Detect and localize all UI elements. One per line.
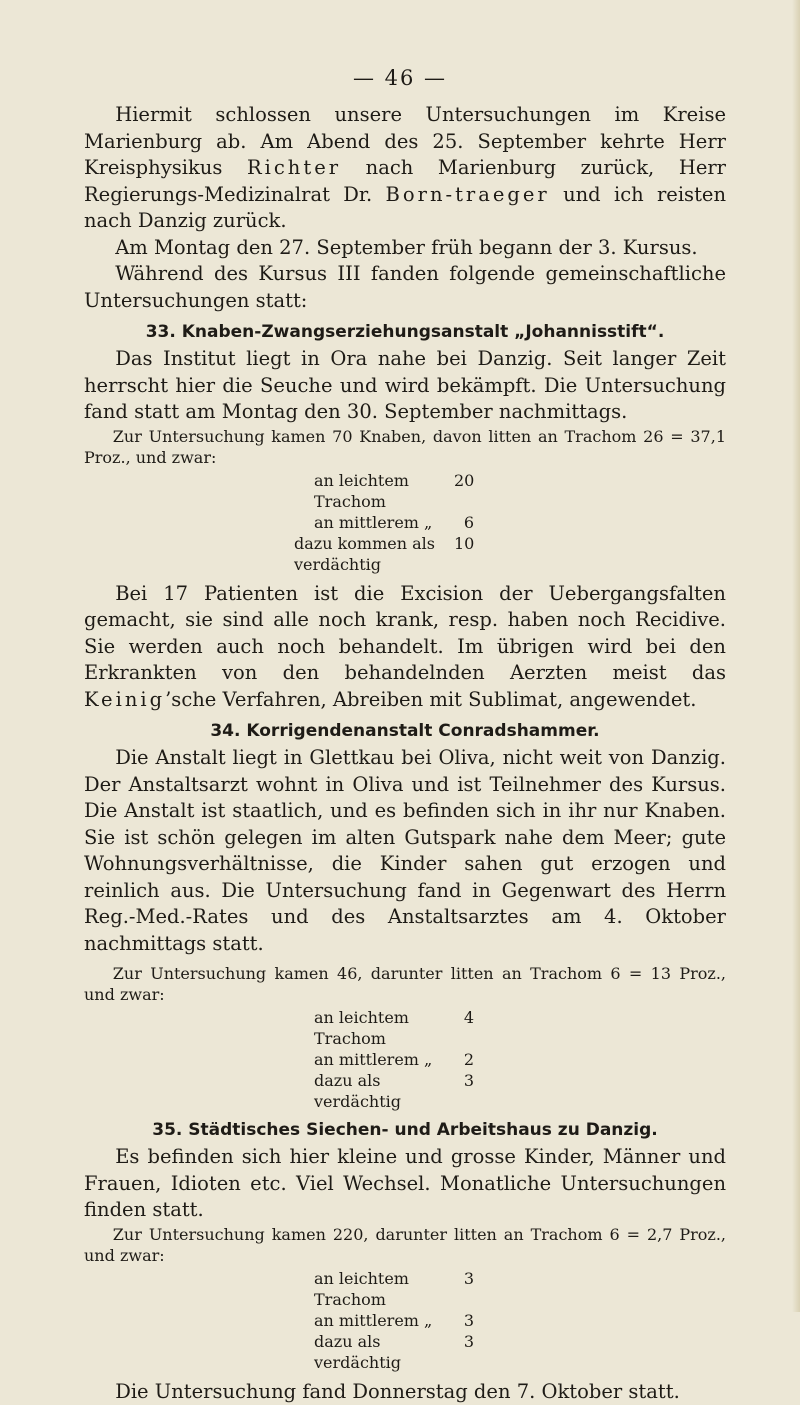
name-borntraeger: Born-traeger <box>386 183 550 206</box>
intro-paragraph-3: Während des Kursus III fanden folgende gemeinschaftliche Untersuchungen statt: <box>84 261 726 314</box>
section-35-text: Es befinden sich hier kleine und grosse Kinder, Männer und Frauen, Idioten etc. Viel Wechsel. Monatliche Untersuchungen finden statt. <box>84 1144 726 1224</box>
table-row: dazu kommen als verdächtig 10 <box>314 533 726 575</box>
name-richter: Richter <box>247 156 341 179</box>
table-row: dazu als verdächtig 3 <box>314 1331 726 1373</box>
page-content <box>84 102 726 1405</box>
section-35-text-2: Die Untersuchung fand Donnerstag den 7. Oktober statt. <box>84 1379 726 1405</box>
table-row: an leichtem Trachom 3 <box>314 1268 726 1310</box>
section-34-text: Die Anstalt liegt in Glettkau bei Oliva, nicht weit von Danzig. Der Anstaltsarzt wohnt in Oliva und ist Teilnehmer des Kursus. Die Anstalt ist staatlich, und es befinden sich in ihr nur Knaben. Sie ist schön gelegen im alten Gutspark nahe dem Meer; gute Wohnungsverhältnisse, die Kinder sahen gut erzogen und reinlich aus. Die Untersuchung fand in Gegenwart des Herrn Reg.-Med.-Rates und des Anstaltsarztes am 4. Oktober nachmittags statt. <box>84 745 726 957</box>
table-row: an mittlerem „ 2 <box>314 1049 726 1070</box>
section-33-heading: 33. Knaben-Zwangserziehungsanstalt „Johannisstift“. <box>84 322 726 342</box>
section-35-table <box>314 1268 726 1373</box>
table-row: an leichtem Trachom 4 <box>314 1007 726 1049</box>
table-row: an mittlerem „ 6 <box>314 512 726 533</box>
table-row: an leichtem Trachom 20 <box>314 470 726 512</box>
section-33-text-2: Bei 17 Patienten ist die Excision der Uebergangsfalten gemacht, sie sind alle noch krank, resp. haben noch Recidive. Sie werden auch noch behandelt. Im übrigen wird bei den Erkrankten von den behandelnden Aerzten meist das Keinig’sche Verfahren, Abreiben mit Sublimat, angewendet. <box>84 581 726 714</box>
section-33-summary: Zur Untersuchung kamen 70 Knaben, davon litten an Trachom 26 = 37,1 Proz., und zwar: <box>84 426 726 468</box>
section-35-summary: Zur Untersuchung kamen 220, darunter litten an Trachom 6 = 2,7 Proz., und zwar: <box>84 1224 726 1266</box>
section-33-text: Das Institut liegt in Ora nahe bei Danzig. Seit langer Zeit herrscht hier die Seuche und wird bekämpft. Die Untersuchung fand statt am Montag den 30. September nachmittags. <box>84 346 726 426</box>
section-34-table <box>314 1007 726 1112</box>
section-35-heading: 35. Städtisches Siechen- und Arbeitshaus zu Danzig. <box>84 1120 726 1140</box>
section-34-summary: Zur Untersuchung kamen 46, darunter litten an Trachom 6 = 13 Proz., und zwar: <box>84 963 726 1005</box>
table-row: an mittlerem „ 3 <box>314 1310 726 1331</box>
name-keinig: Keinig <box>84 688 165 711</box>
page-edge-shadow <box>792 0 800 1312</box>
page-number: — 46 — <box>0 66 800 90</box>
intro-paragraph-2: Am Montag den 27. September früh begann der 3. Kursus. <box>84 235 726 262</box>
intro-paragraph-1: Hiermit schlossen unsere Untersuchungen im Kreise Marienburg ab. Am Abend des 25. September kehrte Herr Kreisphysikus Richter nach Marienburg zurück, Herr Regierungs-Medizinalrat Dr. Born-traeger und ich reisten nach Danzig zurück. <box>84 102 726 235</box>
section-33-table <box>314 470 726 575</box>
table-row: dazu als verdächtig 3 <box>314 1070 726 1112</box>
section-34-heading: 34. Korrigendenanstalt Conradshammer. <box>84 721 726 741</box>
